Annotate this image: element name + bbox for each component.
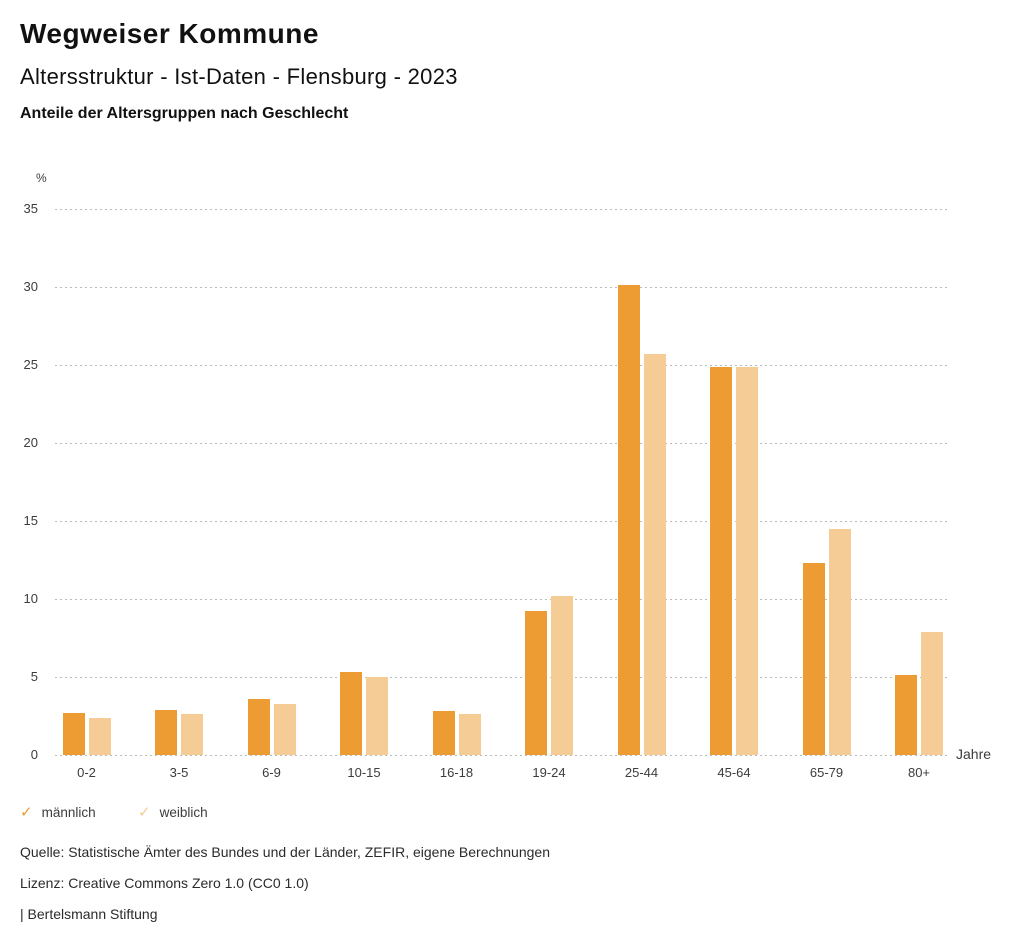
x-tick-label-10-15: 10-15 (347, 765, 381, 780)
y-tick-label-25: 25 (23, 357, 38, 372)
legend-item-maennlich[interactable] (20, 803, 96, 821)
y-tick-label-5: 5 (30, 669, 38, 684)
bar-weiblich-16-18[interactable] (459, 714, 481, 755)
y-tick-label-20: 20 (23, 435, 38, 450)
y-tick-label-0: 0 (30, 747, 38, 762)
gridline-20 (55, 443, 950, 444)
bar-weiblich-19-24[interactable] (551, 596, 573, 755)
bar-männlich-3-5[interactable] (155, 710, 177, 755)
bar-weiblich-10-15[interactable] (366, 677, 388, 755)
bar-männlich-10-15[interactable] (340, 672, 362, 755)
bar-weiblich-3-5[interactable] (181, 714, 203, 755)
x-tick-label-19-24: 19-24 (532, 765, 566, 780)
bar-männlich-16-18[interactable] (433, 711, 455, 755)
gridline-0 (55, 755, 950, 756)
page-title: Wegweiser Kommune (20, 18, 319, 49)
bar-weiblich-65-79[interactable] (829, 529, 851, 755)
bar-männlich-19-24[interactable] (525, 611, 547, 755)
bar-männlich-80+[interactable] (895, 675, 917, 755)
bar-weiblich-0-2[interactable] (89, 718, 111, 755)
x-tick-label-6-9: 6-9 (262, 765, 281, 780)
gridline-35 (55, 209, 950, 210)
gridline-25 (55, 365, 950, 366)
attribution-text: | Bertelsmann Stiftung (20, 906, 158, 922)
license-text: Lizenz: Creative Commons Zero 1.0 (CC0 1.0) (20, 875, 309, 891)
y-axis-unit-label: % (36, 171, 47, 185)
x-tick-label-45-64: 45-64 (717, 765, 751, 780)
x-tick-label-80+: 80+ (907, 765, 931, 780)
y-tick-label-30: 30 (23, 279, 38, 294)
y-tick-label-15: 15 (23, 513, 38, 528)
chart-subheading: Anteile der Altersgruppen nach Geschlecht (20, 105, 349, 122)
x-tick-label-65-79: 65-79 (809, 765, 844, 780)
gridline-15 (55, 521, 950, 522)
bar-männlich-6-9[interactable] (248, 699, 270, 755)
y-tick-label-10: 10 (23, 591, 38, 606)
source-text: Quelle: Statistische Ämter des Bundes und der Länder, ZEFIR, eigene Berechnungen (20, 844, 550, 860)
x-tick-label-25-44: 25-44 (624, 765, 659, 780)
bar-männlich-25-44[interactable] (618, 285, 640, 755)
x-tick-label-0-2: 0-2 (77, 765, 96, 780)
bar-weiblich-25-44[interactable] (644, 354, 666, 755)
y-tick-label-35: 35 (23, 201, 38, 216)
legend-label: männlich (41, 804, 96, 820)
bar-weiblich-80+[interactable] (921, 632, 943, 755)
bar-männlich-45-64[interactable] (710, 367, 732, 755)
chart-subtitle: Altersstruktur - Ist-Daten - Flensburg - 2023 (20, 64, 458, 89)
legend-label: weiblich (159, 804, 208, 820)
bar-weiblich-6-9[interactable] (274, 704, 296, 755)
bar-männlich-0-2[interactable] (63, 713, 85, 755)
x-tick-label-3-5: 3-5 (169, 765, 189, 780)
x-axis-unit-label: Jahre (956, 746, 992, 762)
bar-männlich-65-79[interactable] (803, 563, 825, 755)
gridline-30 (55, 287, 950, 288)
legend-item-weiblich[interactable] (138, 803, 208, 821)
check-icon: ✓ (20, 804, 33, 821)
bar-weiblich-45-64[interactable] (736, 367, 758, 755)
check-icon: ✓ (138, 804, 151, 821)
x-tick-label-16-18: 16-18 (439, 765, 474, 780)
